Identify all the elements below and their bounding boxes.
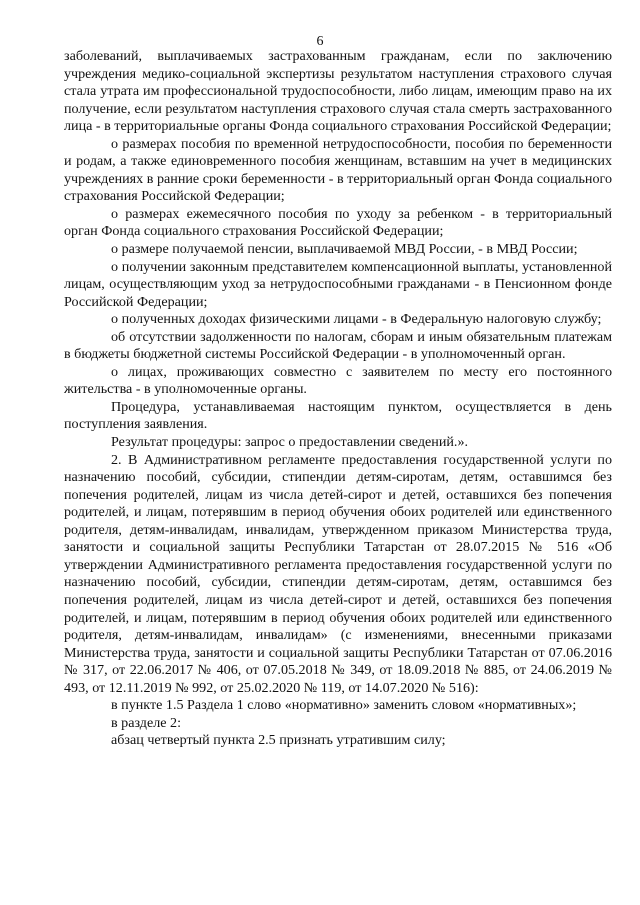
paragraph: о размере получаемой пенсии, выплачиваемой МВД России, - в МВД России; [111, 241, 578, 258]
paragraph: о получении законным представителем компенсационной выплаты, установленной лицам, осуществляющим уход за нетрудоспособными гражданами - в Пенсионном фонде Российской Федерации; [64, 258, 612, 310]
paragraph: в пункте 1.5 Раздела 1 слово «нормативно» заменить словом «нормативных»; [111, 697, 577, 714]
paragraph: в разделе 2: [111, 714, 181, 731]
paragraph: Результат процедуры: запрос о предоставлении сведений.». [111, 434, 469, 451]
paragraph: абзац четвертый пункта 2.5 признать утратившим силу; [111, 732, 446, 749]
page-number: 6 [316, 34, 324, 49]
document-body [64, 48, 612, 750]
paragraph: об отсутствии задолженности по налогам, сборам и иным обязательным платежам в бюджеты бюджетной системы Российской Федерации - в уполномоченный орган. [64, 328, 612, 363]
paragraph: о размерах ежемесячного пособия по уходу за ребенком - в территориальный орган Фонда социального страхования Российской Федерации; [64, 205, 612, 240]
numbered-paragraph: 2. В Административном регламенте предоставления государственной услуги по назначению пособий, субсидии, стипендии детям-сиротам, детям, оставшимся без попечения родителей, лицам из числа детей-сирот и детей, оставшихся без попечения родителей, и лицам, потерявшим в период обучения обоих родителей или единственного родителя, детям-инвалидам, инвалидам, утвержденном приказом Министерства труда, занятости и социальной защиты Республики Татарстан от 28.07.2015 № 516 «Об утверждении Административного регламента предоставления государственной услуги по назначению пособий, субсидии, стипендии детям-сиротам, детям, оставшимся без попечения родителей, лицам из числа детей-сирот и детей, оставшихся без попечения родителей, и лицам, потерявшим в период обучения обоих родителей или единственного родителя, детям-инвалидам, инвалидам» (с изменениями, внесенными приказами Министерства труда, занятости и социальной защиты Республики Татарстан от 07.06.2016 № 317, от 22.06.2017 № 406, от 07.05.2018 № 349, от 18.09.2018 № 885, от 24.06.2019 № 493, от 12.11.2019 № 992, от 25.02.2020 № 119, от 14.07.2020 № 516): [64, 451, 612, 696]
paragraph: о полученных доходах физическими лицами - в Федеральную налоговую службу; [111, 311, 602, 328]
paragraph: заболеваний, выплачиваемых застрахованным гражданам, если по заключению учреждения медико-социальной экспертизы результатом наступления страхового случая стала утрата им профессиональной трудоспособности, либо лицам, имеющим право на их получение, если результатом наступления страхового случая стала смерть застрахованного лица - в территориальные органы Фонда социального страхования Российской Федерации; [64, 48, 612, 135]
paragraph: о размерах пособия по временной нетрудоспособности, пособия по беременности и родам, а также единовременного пособия женщинам, вставшим на учет в медицинских учреждениях в ранние сроки беременности - в территориальный орган Фонда социального страхования Российской Федерации; [64, 135, 612, 205]
paragraph: о лицах, проживающих совместно с заявителем по месту его постоянного жительства - в уполномоченные органы. [64, 363, 612, 398]
paragraph: Процедура, устанавливаемая настоящим пунктом, осуществляется в день поступления заявления. [64, 398, 612, 433]
